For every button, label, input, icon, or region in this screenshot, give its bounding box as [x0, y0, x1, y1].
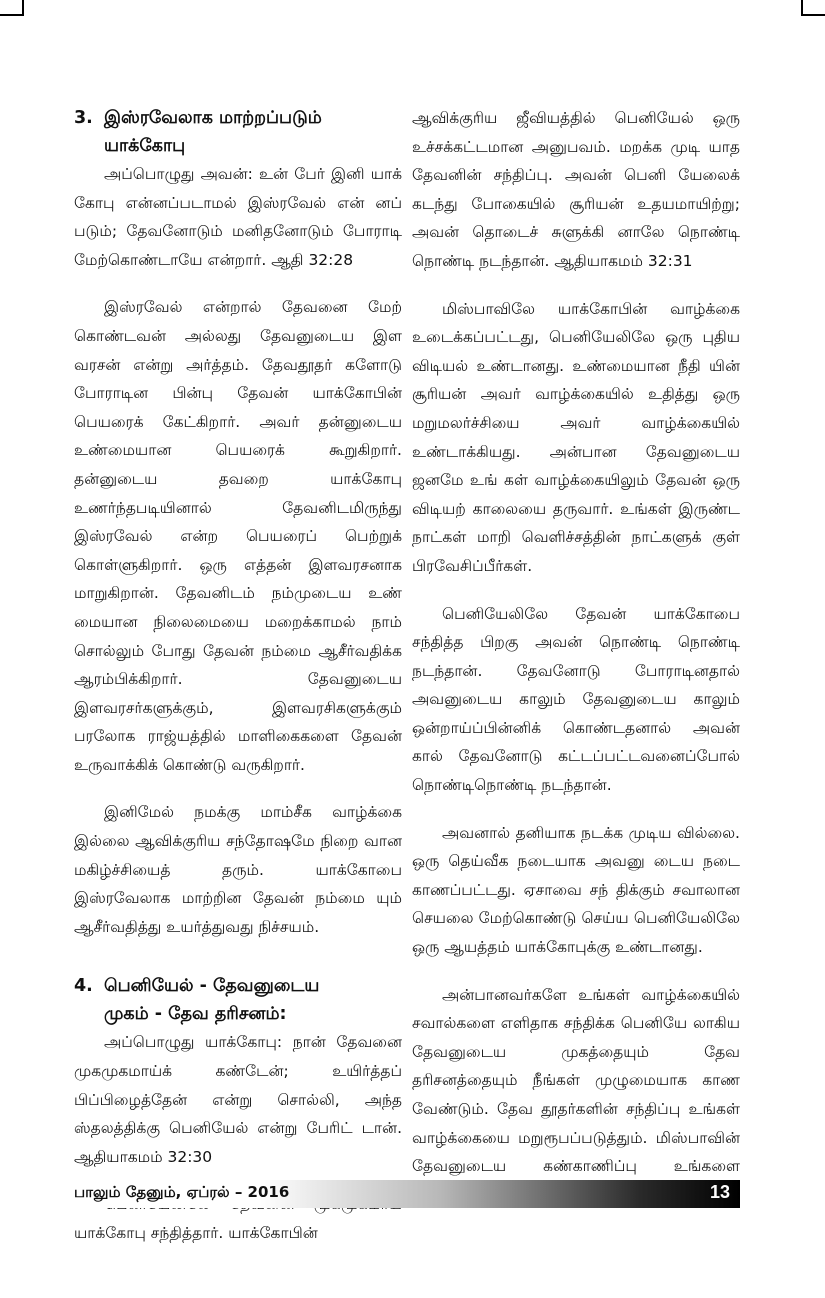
paragraph: இஸ்ரவேல் என்றால் தேவனை மேற் கொண்டவன் அல்லது தேவனுடைய இள வரசன் என்று அர்த்தம். தேவதூதர் களோடு போராடின பின்பு தேவன் யாக்கோபின் பெயரைக் கேட்கிறார். அவர் தன்னுடைய உண்மையான பெயரைக் கூறுகிறார். தன்னுடைய தவறை யாக்கோபு உணர்ந்தபடியினால் தேவனிடமிருந்து இஸ்ரவேல் என்ற பெயரைப் பெற்றுக் கொள்ளுகிறார். ஒரு எத்தன் இளவரசனாக மாறுகிறான். தேவனிடம் நம்முடைய உண் மையான நிலைமையை மறைக்காமல் நாம் சொல்லும் போது தேவன் நம்மை ஆசீர்வதிக்க ஆரம்பிக்கிறார். தேவனுடைய இளவரசர்களுக்கும், இளவரசிகளுக்கும் பரலோக ராஜ்யத்தில் மாளிகைகளை தேவன் உருவாக்கிக் கொண்டு வருகிறார்.	[74, 298, 402, 774]
paragraph: ஆவிக்குரிய ஜீவியத்தில் பெனியேல் ஒரு உச்சக்கட்டமான அனுபவம். மறக்க முடி யாத தேவனின் சந்திப்பு. அவன் பெனி யேலைக் கடந்து போகையில் சூரியன் உதயமாயிற்று; அவன் தொடைச் சுளுக்கி னாலே நொண்டி நொண்டி நடந்தான். ஆதியாகமம் 32:31	[412, 109, 740, 270]
section-title-line1: பெனியேல் - தேவனுடைய	[104, 976, 320, 997]
page-footer	[74, 1180, 740, 1208]
left-column	[74, 104, 402, 1259]
section-3-heading	[74, 104, 402, 160]
paragraph: இனிமேல் நமக்கு மாம்சீக வாழ்க்கை இல்லை ஆவிக்குரிய சந்தோஷமே நிறை வான மகிழ்ச்சியைத் தரும். யாக்கோபை இஸ்ரவேலாக மாற்றின தேவன் நம்மை யும் ஆசீர்வதித்து உயர்த்துவது நிச்சயம்.	[74, 803, 402, 936]
paragraph: மிஸ்பாவிலே யாக்கோபின் வாழ்க்கை உடைக்கப்பட்டது, பெனியேலிலே ஒரு புதிய விடியல் உண்டானது. உண்மையான நீதி யின் சூரியன் அவர் வாழ்க்கையில் உதித்து ஒரு மறுமலர்ச்சியை அவர் வாழ்க்கையில் உண்டாக்கியது. அன்பான தேவனுடைய ஜனமே உங் கள் வாழ்க்கையிலும் தேவன் ஒரு விடியற் காலையை தருவார். உங்கள் இருண்ட நாட்கள் மாறி வெளிச்சத்தின் நாட்களுக் குள் பிரவேசிப்பீர்கள்.	[412, 299, 740, 575]
right-column	[412, 104, 740, 1220]
crop-mark-top-right	[801, 0, 825, 16]
paragraph: அப்பொழுது யாக்கோபு: நான் தேவனை முகமுகமாய்க் கண்டேன்; உயிர்த்தப் பிப்பிழைத்தேன் என்று சொல்லி, அந்த ஸ்தலத்திக்கு பெனியேல் என்று பேரிட் டான். ஆதியாகமம் 32:30	[74, 1033, 402, 1166]
section-title-line1: இஸ்ரவேலாக மாற்றப்படும்	[104, 108, 322, 128]
section-title-line2: யாக்கோபு	[104, 136, 186, 156]
page-number: 13	[709, 1182, 730, 1202]
paragraph: யாக்கோபு சந்தித்தார். யாக்கோபின்	[74, 1224, 318, 1242]
publication-title: பாலும் தேனும், ஏப்ரல் – 2016	[74, 1183, 290, 1201]
paragraph: அவனால் தனியாக நடக்க முடிய வில்லை. ஒரு தெய்வீக நடையாக அவனு டைய நடை காணப்பட்டது. ஏசாவை சந் திக்கும் சவாலான செயலை மேற்கொண்டு செய்ய பெனியேலிலே ஒரு ஆயத்தம் யாக்கோபுக்கு உண்டானது.	[412, 823, 740, 957]
paragraph: பெனியேலிலே தேவன் யாக்கோபை சந்தித்த பிறகு அவன் நொண்டி நொண்டி நடந்தான். தேவனோடு போராடினதால் அவனுடைய காலும் தேவனுடைய காலும் ஒன்றாய்ப்பின்னிக் கொண்டதனால் அவன் கால் தேவனோடு கட்டப்பட்டவனைப்போல் நொண்டிநொண்டி நடந்தான்.	[412, 604, 740, 795]
section-number: 4.	[74, 976, 93, 997]
section-title-line2: முகம் - தேவ தரிசனம்:	[104, 1004, 287, 1025]
crop-mark-top-left	[0, 0, 24, 16]
section-4-heading	[74, 972, 402, 1028]
paragraph: அப்பொழுது அவன்: உன் பேர் இனி யாக் கோபு என்னப்படாமல் இஸ்ரவேல் என் னப் படும்; தேவனோடும் மனிதனோடும் போராடி மேற்கொண்டாயே என்றார். ஆதி 32:28	[74, 165, 402, 269]
section-number: 3.	[74, 108, 93, 128]
paragraph: அன்பானவர்களே உங்கள் வாழ்க்கையில் சவால்களை எளிதாக சந்திக்க பெனியே லாகிய தேவனுடைய முகத்தையும் தேவ தரிசனத்தையும் நீங்கள் முழுமையாக காண வேண்டும். தேவ தூதர்களின் சந்திப்பு உங்கள் வாழ்க்கையை மறுரூபப்படுத்தும். மிஸ்பாவின் தேவனுடைய கண்காணிப்பு உங்களை	[412, 985, 740, 1176]
